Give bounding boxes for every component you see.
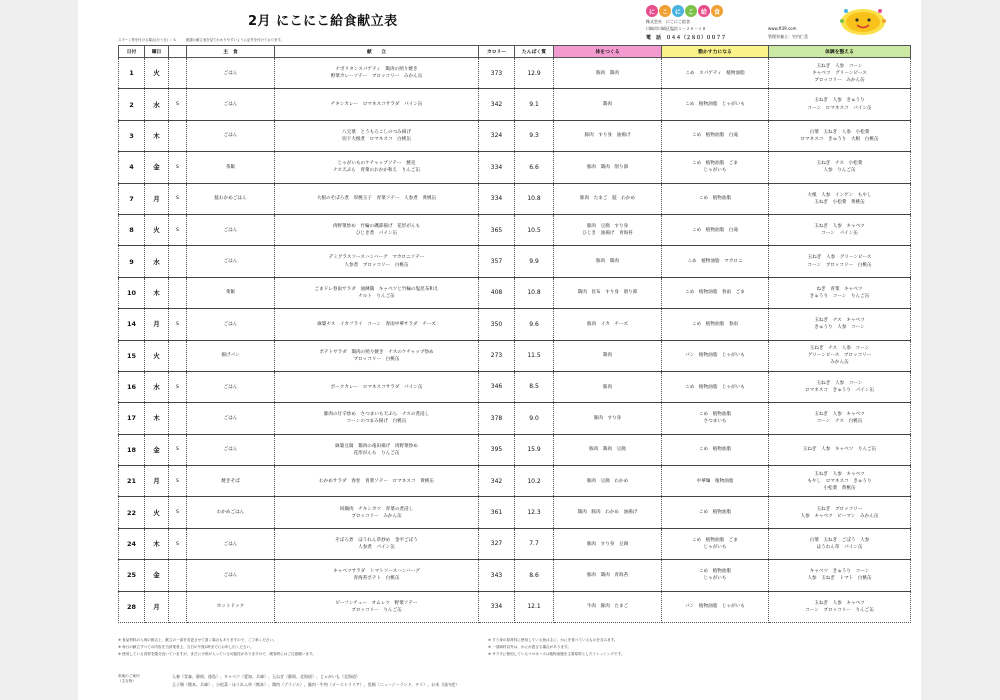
- weekday-cell: 木: [145, 120, 169, 151]
- condition-cell: 玉ねぎ 人参 グリーンピース コーン ブロッコリー 白桃缶: [769, 246, 911, 277]
- weekday-cell: 月: [145, 466, 169, 497]
- weekday-cell: 火: [145, 58, 169, 89]
- staple-cell: 揚げパン: [187, 340, 275, 371]
- energy-cell: こめ 植物油脂 じゃがいも: [662, 89, 769, 120]
- calorie-cell: 334: [479, 591, 515, 622]
- date-cell: 25: [119, 560, 145, 591]
- company-name: 株式会社 にこにこ給食: [646, 19, 690, 24]
- calorie-cell: 343: [479, 560, 515, 591]
- date-cell: 14: [119, 309, 145, 340]
- menu-cell: 肉野菜炒め 竹輪の磯部揚げ 花形がんも ひじき煮 パイン缶: [275, 214, 479, 245]
- calorie-cell: 378: [479, 403, 515, 434]
- energy-cell: こめ 植物油脂: [662, 497, 769, 528]
- weekday-cell: 金: [145, 434, 169, 465]
- menu-cell: 回鍋肉 チキンカツ 青菜の煮浸し ブロッコリー みかん缶: [275, 497, 479, 528]
- company-tel: 電 話 ０４４（２８０）００７７: [646, 35, 727, 41]
- protein-cell: 10.8: [515, 183, 554, 214]
- condition-cell: 玉ねぎ 人参 きゅうり コーン ロマネスコ パイン缶: [769, 89, 911, 120]
- calorie-cell: 327: [479, 528, 515, 559]
- menu-cell: そぼろ煮 ほうれん草炒め 金平ごぼう 人参煮 パイン缶: [275, 528, 479, 559]
- body-building-cell: 豚肉 豆腐 すり身 ひじき 油揚げ 青海苔: [554, 214, 662, 245]
- body-building-cell: 鶏肉 豚肉 わかめ 油揚げ: [554, 497, 662, 528]
- spoon-cell: S: [169, 183, 187, 214]
- date-cell: 24: [119, 528, 145, 559]
- weekday-cell: 火: [145, 214, 169, 245]
- protein-cell: 9.3: [515, 120, 554, 151]
- weekday-cell: 木: [145, 403, 169, 434]
- notes-right: ※ すり身の原材料に使用している魚は主に、かにを食べているものを含みます。 ※ 一部商材以外は、かにが混ざる場合があります。 ※ サラダに使用しているマヨネーズは植物油脂を主要原料としたドレッシングです。: [488, 638, 625, 656]
- staple-cell: ごはん: [187, 560, 275, 591]
- protein-cell: 12.1: [515, 591, 554, 622]
- protein-cell: 10.2: [515, 466, 554, 497]
- menu-cell: ビーフシチュー オムレツ 野菜ソテー ブロッコリー りんご缶: [275, 591, 479, 622]
- date-cell: 22: [119, 497, 145, 528]
- header-protein: たんぱく質: [515, 46, 554, 58]
- date-cell: 10: [119, 277, 145, 308]
- spoon-cell: [169, 58, 187, 89]
- table-row: [119, 214, 911, 245]
- table-row: [119, 591, 911, 622]
- menu-cell: 八宝菜 とうもろこしのつみ揚げ 切干大根煮 ロマネスコ 白桃缶: [275, 120, 479, 151]
- date-cell: 2: [119, 89, 145, 120]
- header-date: 日付: [119, 46, 145, 58]
- staple-cell: 鮭わかめごはん: [187, 183, 275, 214]
- protein-cell: 8.5: [515, 371, 554, 402]
- condition-cell: 玉ねぎ 人参 キャベツ コーン ブロッコリー りんご缶: [769, 591, 911, 622]
- body-building-cell: 豚肉 たまご 鮭 わかめ: [554, 183, 662, 214]
- energy-cell: こめ 植物油脂 じゃがいも: [662, 560, 769, 591]
- logo-letter: こ: [659, 5, 671, 17]
- dietitian: 管理栄養士：竹内仁美: [768, 34, 808, 39]
- calorie-cell: 350: [479, 309, 515, 340]
- date-cell: 18: [119, 434, 145, 465]
- table-row: [119, 340, 911, 371]
- header-day: 曜日: [145, 46, 169, 58]
- calorie-cell: 361: [479, 497, 515, 528]
- weekday-cell: 水: [145, 89, 169, 120]
- energy-cell: こめ 植物油脂: [662, 183, 769, 214]
- logo-letter: 食: [711, 5, 723, 17]
- origin-info: 人参（青森、静岡、徳島）、キャベツ（愛知、兵庫）、玉ねぎ（静岡、北海道）、じゃがいも（北海道） 玉子類（熊本、兵庫）、小松菜・ほうれん草（熊本）、鶏肉（ブラジル）、豚肉・牛肉（オーストラリア）、魚類（ニュージーランド、チリ）、お米（国内産）: [172, 674, 460, 687]
- table-row: [119, 120, 911, 151]
- calorie-cell: 357: [479, 246, 515, 277]
- condition-cell: 玉ねぎ ナス キャベツ きゅうり 人参 コーン: [769, 309, 911, 340]
- weekday-cell: 金: [145, 152, 169, 183]
- protein-cell: 9.1: [515, 89, 554, 120]
- date-cell: 9: [119, 246, 145, 277]
- company-logo: [646, 5, 846, 17]
- spoon-cell: S: [169, 152, 187, 183]
- spoon-cell: [169, 591, 187, 622]
- weekday-cell: 月: [145, 309, 169, 340]
- condition-cell: 白菜 玉ねぎ ごぼう 人参 ほうれん草 パイン缶: [769, 528, 911, 559]
- condition-cell: 玉ねぎ 人参 キャベツ もやし ロマネスコ きゅうり 小松菜 黄桃缶: [769, 466, 911, 497]
- protein-cell: 15.9: [515, 434, 554, 465]
- energy-cell: こめ 植物油脂 マカロニ: [662, 246, 769, 277]
- origin-label: 産地のご案内 （主な物）: [118, 674, 140, 684]
- staple-cell: 焼きそば: [187, 466, 275, 497]
- table-row: [119, 434, 911, 465]
- energy-cell: こめ 植物油脂 白滝: [662, 214, 769, 245]
- calorie-cell: 346: [479, 371, 515, 402]
- body-building-cell: 豚肉 すり身: [554, 403, 662, 434]
- date-cell: 4: [119, 152, 145, 183]
- sun-mascot-icon: [838, 5, 888, 37]
- spoon-cell: S: [169, 214, 187, 245]
- weekday-cell: 月: [145, 183, 169, 214]
- table-row: [119, 309, 911, 340]
- calorie-cell: 324: [479, 120, 515, 151]
- spoon-cell: [169, 120, 187, 151]
- menu-cell: ごまドレ春雨サラダ 油淋鶏 キャベツと竹輪の塩昆布和え ナルト りんご缶: [275, 277, 479, 308]
- table-row: [119, 183, 911, 214]
- body-building-cell: 豚肉 鶏肉: [554, 246, 662, 277]
- table-row: [119, 560, 911, 591]
- date-cell: 16: [119, 371, 145, 402]
- calorie-cell: 273: [479, 340, 515, 371]
- spoon-cell: S: [169, 309, 187, 340]
- energy-cell: こめ 植物油脂 春雨: [662, 309, 769, 340]
- menu-cell: 大根のそぼろ煮 厚焼玉子 青菜ソテー 人参煮 黄桃缶: [275, 183, 479, 214]
- menu-cell: 麻婆豆腐 鶏肉の竜田揚げ 肉野菜炒め 花形がんも りんご缶: [275, 434, 479, 465]
- table-row: [119, 371, 911, 402]
- calorie-cell: 395: [479, 434, 515, 465]
- protein-cell: 9.9: [515, 246, 554, 277]
- staple-cell: ごはん: [187, 58, 275, 89]
- menu-cell: キャベツサラダ トマトソースハンバーグ 青海苔ポテト 白桃缶: [275, 560, 479, 591]
- body-building-cell: 豚肉: [554, 371, 662, 402]
- company-block: [646, 5, 846, 17]
- spoon-cell: S: [169, 528, 187, 559]
- staple-cell: 菜飯: [187, 277, 275, 308]
- protein-cell: 12.3: [515, 497, 554, 528]
- staple-cell: わかめごはん: [187, 497, 275, 528]
- energy-cell: こめ 植物油脂 春雨 ごま: [662, 277, 769, 308]
- date-cell: 3: [119, 120, 145, 151]
- spoon-cell: S: [169, 371, 187, 402]
- condition-cell: 玉ねぎ 人参 キャベツ りんご缶: [769, 434, 911, 465]
- spoon-cell: [169, 277, 187, 308]
- weekday-cell: 木: [145, 277, 169, 308]
- weekday-cell: 火: [145, 340, 169, 371]
- body-building-cell: 豚肉 すり身 油揚げ: [554, 120, 662, 151]
- date-cell: 15: [119, 340, 145, 371]
- menu-cell: チキンカレー ロマネスコサラダ パイン缶: [275, 89, 479, 120]
- staple-cell: ごはん: [187, 434, 275, 465]
- logo-letter: に: [646, 5, 658, 17]
- logo-letter: こ: [685, 5, 697, 17]
- condition-cell: ねぎ 青菜 キャベツ きゅうり コーン りんご缶: [769, 277, 911, 308]
- table-row: [119, 152, 911, 183]
- menu-cell: わかめサラダ 春巻 青菜ソテー ロマネスコ 黄桃缶: [275, 466, 479, 497]
- energy-cell: 中華麺 植物油脂: [662, 466, 769, 497]
- header-calories: カロリー: [479, 46, 515, 58]
- menu-sheet: [78, 0, 921, 700]
- spoon-cell: S: [169, 434, 187, 465]
- energy-cell: こめ 植物油脂 ごま じゃがいも: [662, 152, 769, 183]
- table-row: [119, 246, 911, 277]
- header-body-building: 体をつくる: [554, 46, 662, 58]
- energy-cell: こめ 植物油脂 白滝: [662, 120, 769, 151]
- body-building-cell: 牛肉 豚肉 たまご: [554, 591, 662, 622]
- body-building-cell: 鶏肉: [554, 89, 662, 120]
- calorie-cell: 365: [479, 214, 515, 245]
- menu-cell: デミグラスソースハンバーグ マカロニソテー 人参煮 ブロッコリー 白桃缶: [275, 246, 479, 277]
- body-building-cell: 豚肉 鶏肉 青海苔: [554, 560, 662, 591]
- protein-cell: 10.5: [515, 214, 554, 245]
- menu-cell: 麻婆ナス イカフライ コーン 春雨中華サラダ チーズ: [275, 309, 479, 340]
- staple-cell: ホットドック: [187, 591, 275, 622]
- table-row: [119, 277, 911, 308]
- energy-cell: パン 植物油脂 じゃがいも: [662, 340, 769, 371]
- condition-cell: キャベツ きゅうり コーン 人参 玉ねぎ トマト 白桃缶: [769, 560, 911, 591]
- condition-cell: 大根 人参 インゲン もやし 玉ねぎ 小松菜 黄桃缶: [769, 183, 911, 214]
- protein-cell: 12.9: [515, 58, 554, 89]
- staple-cell: ごはん: [187, 528, 275, 559]
- staple-cell: ごはん: [187, 89, 275, 120]
- body-building-cell: 豚肉 イカ チーズ: [554, 309, 662, 340]
- protein-cell: 9.0: [515, 403, 554, 434]
- staple-cell: ごはん: [187, 246, 275, 277]
- staple-cell: 茶飯: [187, 152, 275, 183]
- table-row: [119, 403, 911, 434]
- condition-cell: 玉ねぎ ナス 小松菜 人参 りんご缶: [769, 152, 911, 183]
- menu-cell: ポテトサラダ 鶏肉の照り焼き ナスのケチャップ炒め ブロッコリー 白桃缶: [275, 340, 479, 371]
- staple-cell: ごはん: [187, 371, 275, 402]
- protein-cell: 9.6: [515, 309, 554, 340]
- weekday-cell: 金: [145, 560, 169, 591]
- menu-cell: ナポリタンスパゲティ 鶏肉の照り焼き 野菜カレーソテー ブロッコリー みかん缶: [275, 58, 479, 89]
- header-menu: 献 立: [275, 46, 479, 58]
- menu-cell: ポークカレー ロマネスコサラダ パイン缶: [275, 371, 479, 402]
- table-row: [119, 497, 911, 528]
- staple-cell: ごはん: [187, 309, 275, 340]
- table-row: [119, 528, 911, 559]
- table-row: [119, 89, 911, 120]
- date-cell: 7: [119, 183, 145, 214]
- protein-cell: 7.7: [515, 528, 554, 559]
- header-spoon: [169, 46, 187, 58]
- date-cell: 28: [119, 591, 145, 622]
- spoon-cell: [169, 560, 187, 591]
- energy-cell: こめ 植物油脂 さつまいも: [662, 403, 769, 434]
- calorie-cell: 408: [479, 277, 515, 308]
- staple-cell: ごはん: [187, 214, 275, 245]
- header-energy: 動かす力になる: [662, 46, 769, 58]
- logo-letter: に: [672, 5, 684, 17]
- energy-cell: こめ 植物油脂 ごま じゃがいも: [662, 528, 769, 559]
- protein-cell: 8.6: [515, 560, 554, 591]
- calorie-cell: 373: [479, 58, 515, 89]
- date-cell: 8: [119, 214, 145, 245]
- spoon-cell: [169, 403, 187, 434]
- allergen-note: 配慮の献立表を見てわかりやすいように記号を付けております。: [186, 38, 285, 42]
- weekday-cell: 水: [145, 371, 169, 402]
- table-row: [119, 466, 911, 497]
- spoon-note: スプーン等を付ける場合(行う日) ＝ S: [118, 38, 176, 42]
- body-building-cell: 豚肉 鶏肉: [554, 58, 662, 89]
- header-staple: 主 食: [187, 46, 275, 58]
- energy-cell: パン 植物油脂 じゃがいも: [662, 591, 769, 622]
- condition-cell: 玉ねぎ 人参 キャベツ コーン パイン缶: [769, 214, 911, 245]
- condition-cell: 玉ねぎ 人参 キャベツ コーン ナス 白桃缶: [769, 403, 911, 434]
- menu-cell: 豚肉の甘辛炒め さつまいも天ぷら ナスの煮浸し コーンのつまみ揚げ 白桃缶: [275, 403, 479, 434]
- condition-cell: 玉ねぎ ナス 人参 コーン グリーンピース ブロッコリー みかん缶: [769, 340, 911, 371]
- weekday-cell: 水: [145, 246, 169, 277]
- condition-cell: 玉ねぎ 人参 コーン ロマネスコ きゅうり パイン缶: [769, 371, 911, 402]
- notes-left: ※ 食品材料の入荷の都合上、献立の一部を変更させて頂く場合もありますので、ご了承ください。 ※ 毎日の献立すべての内容を当該業者上、当日の午後1時までにお申し出ください。 ※ 使用している食材を随分良いていますが、まだに小骨が入っている可能性がありますので、喫食時にはご注意願います。: [118, 638, 316, 656]
- company-url[interactable]: www.ft39.com: [768, 26, 797, 31]
- energy-cell: こめ 植物油脂 じゃがいも: [662, 371, 769, 402]
- energy-cell: こめ スパゲティ 植物油脂: [662, 58, 769, 89]
- body-building-cell: 豚肉 すり身 豆腐: [554, 528, 662, 559]
- condition-cell: 玉ねぎ ブロッコリー 人参 キャベツ ピーマン みかん缶: [769, 497, 911, 528]
- table-header: [119, 46, 911, 58]
- menu-table: [118, 45, 911, 623]
- header-condition: 体調を整える: [769, 46, 911, 58]
- staple-cell: ごはん: [187, 403, 275, 434]
- body-building-cell: 鶏肉 昆布 すり身 削り節: [554, 277, 662, 308]
- calorie-cell: 334: [479, 152, 515, 183]
- calorie-cell: 342: [479, 466, 515, 497]
- calorie-cell: 334: [479, 183, 515, 214]
- protein-cell: 10.8: [515, 277, 554, 308]
- table-row: [119, 58, 911, 89]
- body-building-cell: 鶏肉: [554, 340, 662, 371]
- date-cell: 1: [119, 58, 145, 89]
- body-building-cell: 豚肉 鶏肉 削り節: [554, 152, 662, 183]
- weekday-cell: 木: [145, 528, 169, 559]
- weekday-cell: 月: [145, 591, 169, 622]
- date-cell: 21: [119, 466, 145, 497]
- company-address: 川崎市川崎区塩浜１－２０－１８: [646, 26, 706, 31]
- staple-cell: ごはん: [187, 120, 275, 151]
- spoon-cell: S: [169, 466, 187, 497]
- spoon-cell: [169, 246, 187, 277]
- condition-cell: 玉ねぎ 人参 コーン キャベツ グリーンピース ブロッコリー みかん缶: [769, 58, 911, 89]
- page-title: 2月 にこにこ給食献立表: [248, 14, 398, 29]
- body-building-cell: 豚肉 豆腐 わかめ: [554, 466, 662, 497]
- protein-cell: 11.5: [515, 340, 554, 371]
- condition-cell: 白菜 玉ねぎ 人参 小松菜 ロマネスコ きゅうり 大根 白桃缶: [769, 120, 911, 151]
- date-cell: 17: [119, 403, 145, 434]
- spoon-cell: S: [169, 89, 187, 120]
- menu-cell: じゃがいものケチャップソテー 焼売 ナス天ぷら 青菜のおかか和え りんご缶: [275, 152, 479, 183]
- body-building-cell: 豚肉 鶏肉 豆腐: [554, 434, 662, 465]
- weekday-cell: 火: [145, 497, 169, 528]
- spoon-cell: S: [169, 497, 187, 528]
- protein-cell: 6.6: [515, 152, 554, 183]
- logo-letter: 給: [698, 5, 710, 17]
- energy-cell: こめ 植物油脂: [662, 434, 769, 465]
- calorie-cell: 342: [479, 89, 515, 120]
- spoon-cell: [169, 340, 187, 371]
